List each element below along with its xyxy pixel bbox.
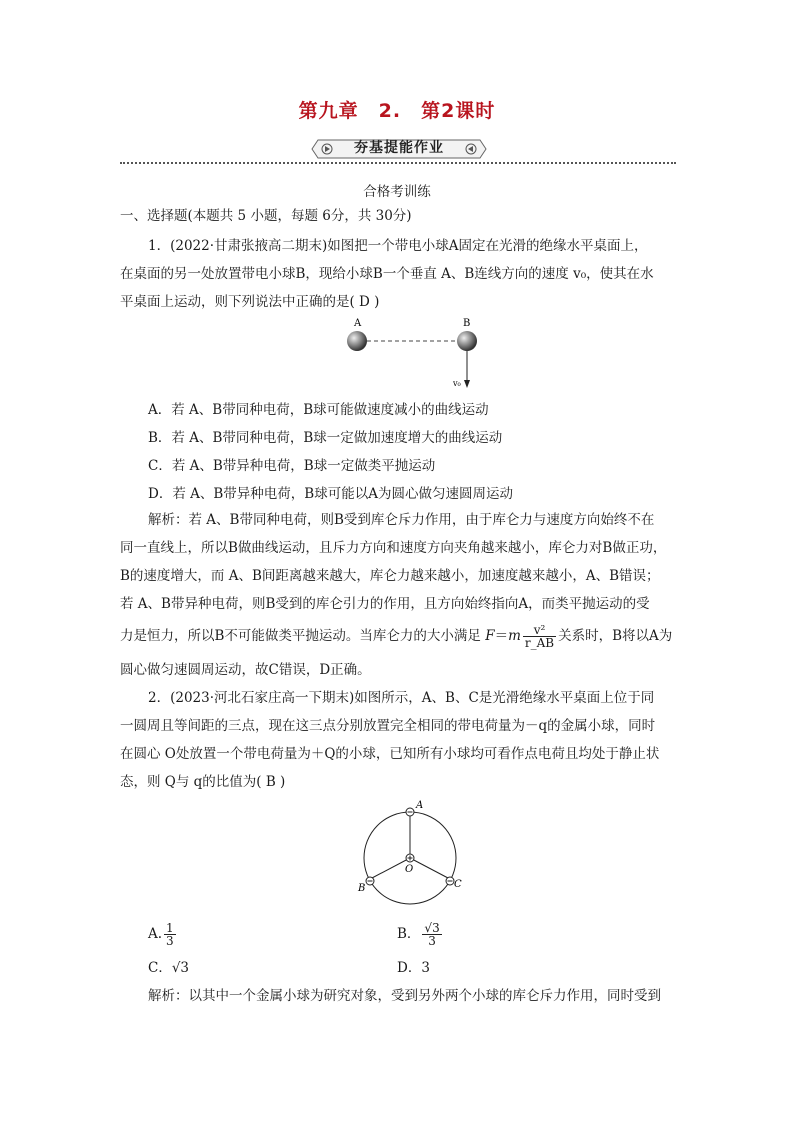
label-b: B (463, 318, 471, 329)
q1-analysis-1: 解析：若 A、B带同种电荷，则B受到库仑斥力作用，由于库仑力与速度方向始终不在 (148, 512, 655, 528)
q1-analysis-4: 若 A、B带异种电荷，则B受到的库仑引力的作用，且方向始终指向A，而类平抛运动的受 (120, 596, 650, 612)
option-b-prefix: B． (397, 926, 421, 942)
q2-option-d: D．3 (397, 960, 430, 976)
q2-line-1: 2．(2023·河北石家庄高一下期末)如图所示，A、B、C是光滑绝缘水平桌面上位于同 (148, 690, 655, 706)
dotted-divider (120, 162, 676, 164)
option-a-den: 3 (166, 934, 174, 948)
ball-b (457, 331, 477, 351)
formula-f: F (485, 628, 495, 644)
q1-figure (330, 314, 490, 392)
q1-analysis-3: B的速度增大，而 A、B间距离越来越大，库仑力越来越小，加速度越来越小，A、B错误； (120, 568, 660, 584)
q2-option-b (397, 922, 637, 947)
q1-option-b: B．若 A、B带同种电荷，B球一定做加速度增大的曲线运动 (148, 430, 503, 446)
ball-a (347, 331, 367, 351)
q2-line-2: 一圆周且等间距的三点，现在这三点分别放置完全相同的带电荷量为－q的金属小球，同时 (120, 718, 656, 734)
label-o: O (405, 864, 414, 875)
formula-m: m (508, 628, 521, 644)
q2-option-a (148, 922, 388, 947)
section-title: 合格考训练 (363, 184, 431, 200)
option-a-num: 1 (166, 921, 174, 935)
formula-eq: ＝ (494, 628, 509, 644)
section-banner (0, 136, 794, 162)
part-heading: 一、选择题(本题共 5 小题，每题 6分，共 30分) (120, 208, 412, 224)
q2-figure (350, 796, 480, 908)
q1-analysis-end: 圆心做匀速圆周运动，故C错误，D正确。 (120, 662, 371, 678)
q1-analysis-2: 同一直线上，所以B做曲线运动，且斥力方向和速度方向夹角越来越小，库仑力对B做正功， (120, 540, 667, 556)
q1-line-1: 1．(2022·甘肃张掖高二期末)如图把一个带电小球A固定在光滑的绝缘水平桌面上， (148, 238, 648, 254)
option-a-fraction (164, 922, 176, 947)
banner-label: 夯基提能作业 (354, 140, 444, 156)
formula-fraction (523, 624, 556, 649)
formula-post: 关系时，B将以A为 (558, 628, 673, 644)
formula-pre: 力是恒力，所以B不可能做类平抛运动。当库仑力的大小满足 (120, 628, 486, 644)
q1-option-c: C．若 A、B带异种电荷，B球一定做类平抛运动 (148, 458, 436, 474)
q1-line-2: 在桌面的另一处放置带电小球B，现给小球B一个垂直 A、B连线方向的速度 v₀，使其在水 (120, 266, 654, 282)
option-b-fraction (422, 922, 441, 947)
formula-den: r_AB (524, 636, 555, 650)
option-b-num: √3 (424, 921, 440, 935)
velocity-arrow-icon (464, 380, 470, 388)
option-a-prefix: A. (148, 926, 163, 942)
q1-option-a: A．若 A、B带同种电荷，B球可能做速度减小的曲线运动 (148, 402, 489, 418)
label-c: C (454, 879, 462, 890)
label-v0: v₀ (453, 379, 461, 388)
q2-analysis: 解析：以其中一个金属小球为研究对象，受到另外两个小球的库仑斥力作用，同时受到 (148, 988, 661, 1004)
q1-analysis-formula-line (120, 624, 680, 649)
label-b: B (358, 883, 366, 894)
option-b-den: 3 (428, 934, 436, 948)
page-title: 第九章 2. 第2课时 (298, 100, 496, 122)
q2-option-c: C．√3 (148, 960, 190, 976)
q2-line-3: 在圆心 O处放置一个带电荷量为＋Q的小球，已知所有小球均可看作点电荷且均处于静止状 (120, 746, 660, 762)
q1-option-d: D．若 A、B带异种电荷，B球可能以A为圆心做匀速圆周运动 (148, 486, 513, 502)
q2-line-4: 态，则 Q与 q的比值为( B ) (120, 774, 286, 790)
label-a: A (354, 318, 362, 329)
formula-num: v² (523, 624, 556, 637)
q1-line-3: 平桌面上运动，则下列说法中正确的是( D ) (120, 294, 380, 310)
label-a: A (416, 800, 424, 811)
